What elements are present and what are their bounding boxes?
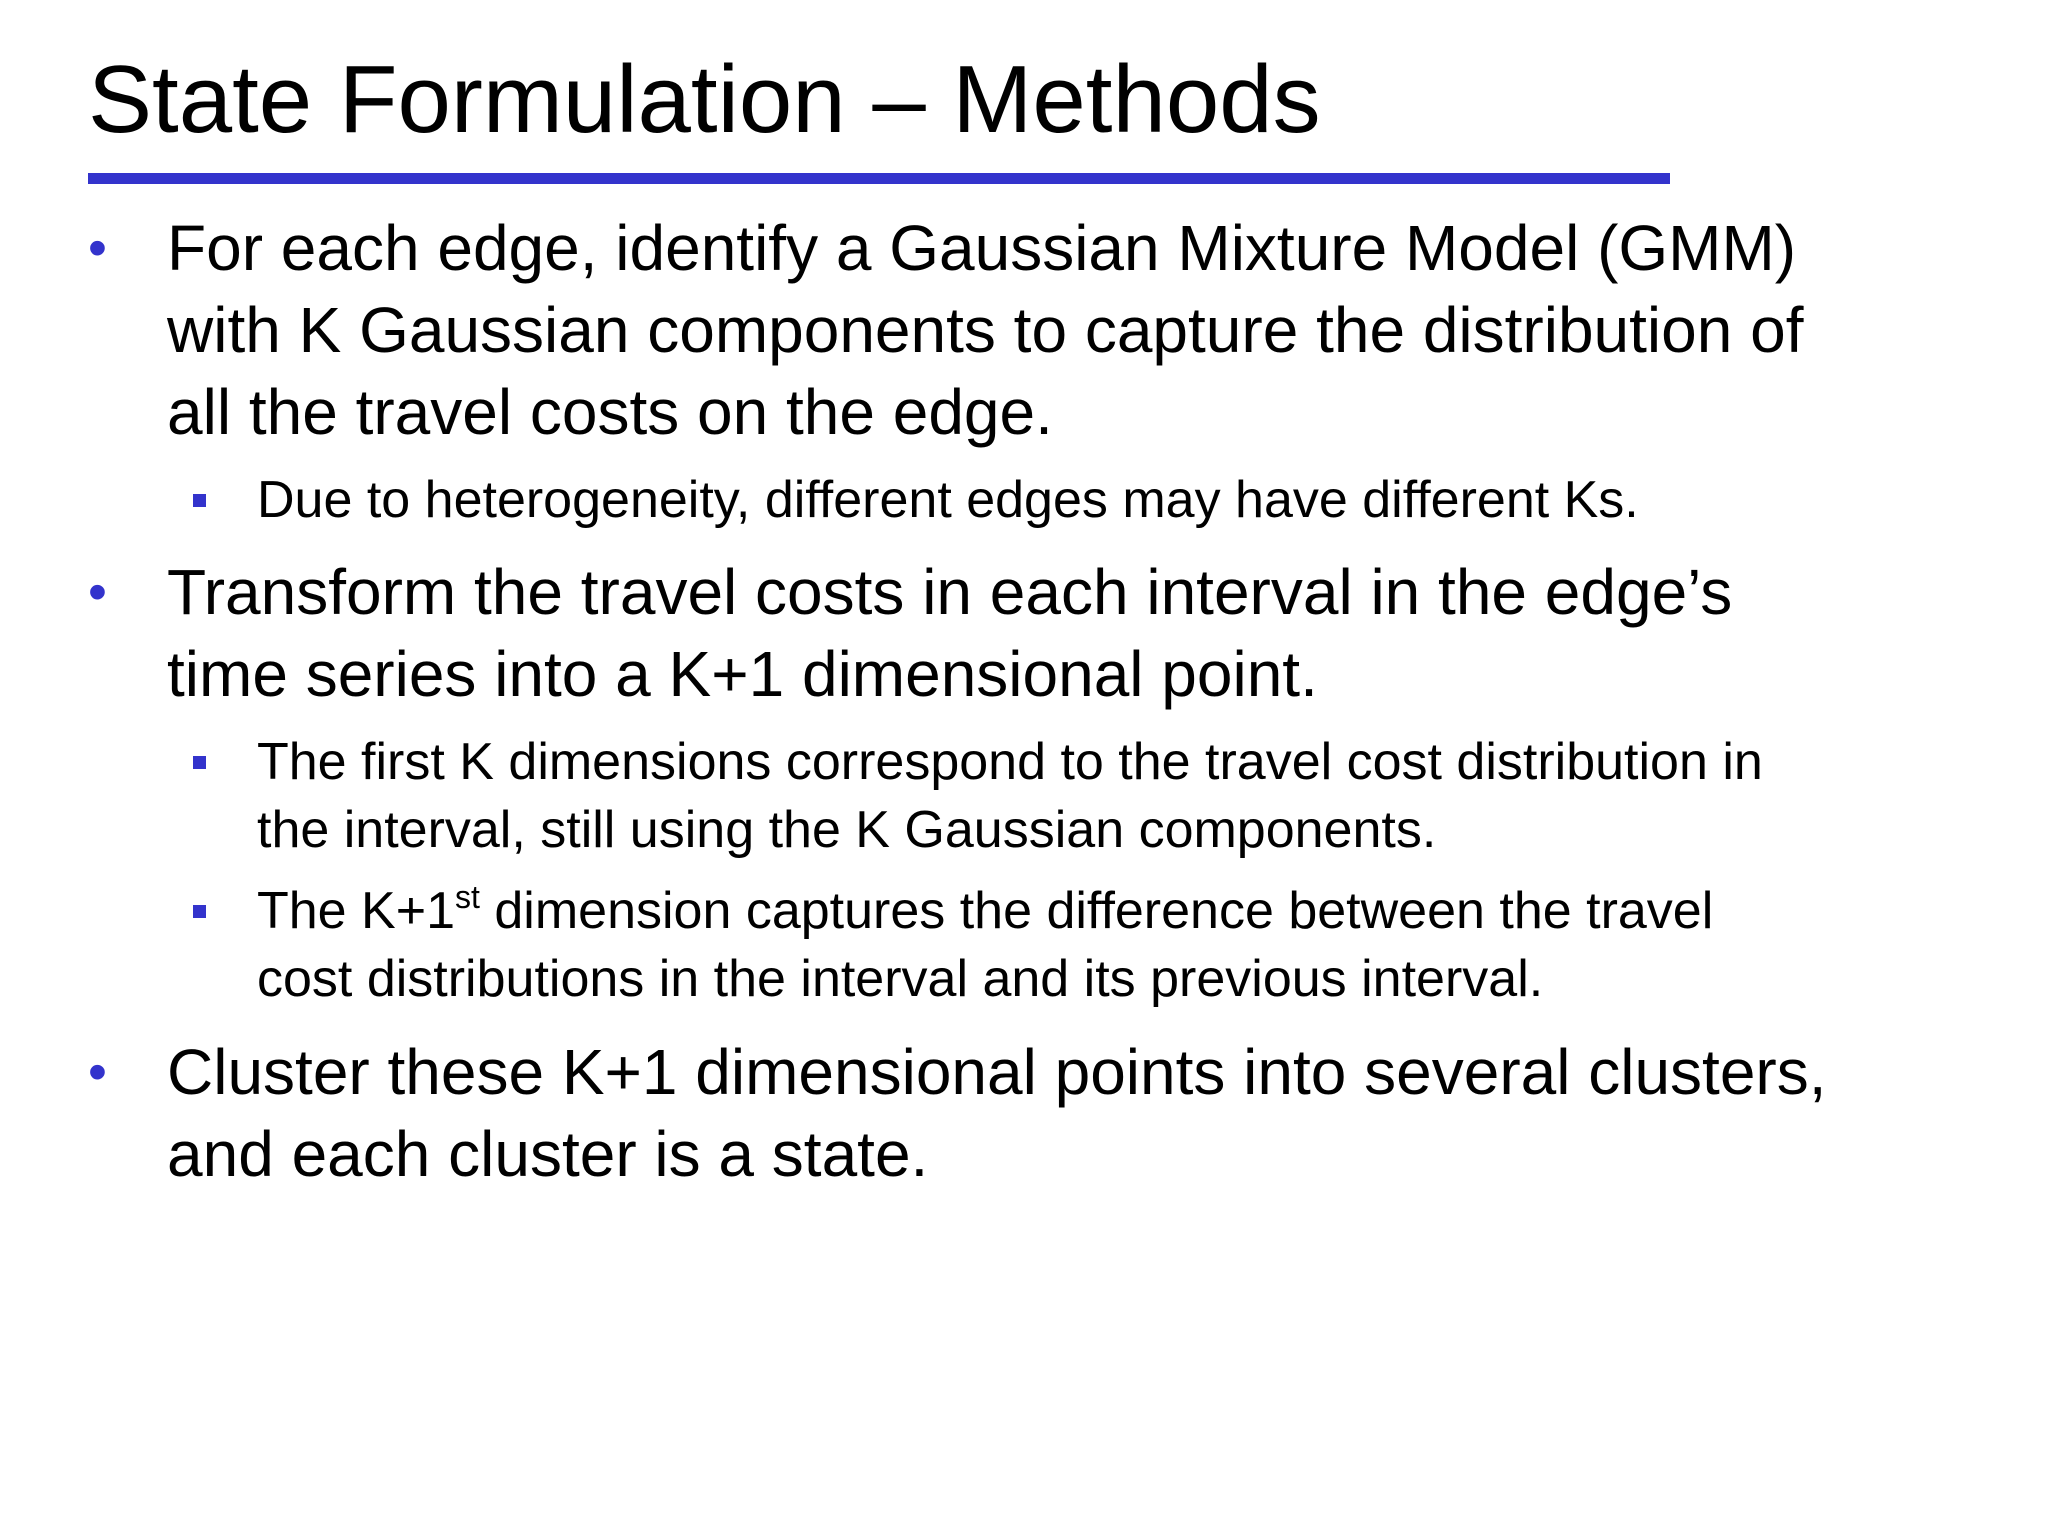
sub-bullet-text: [257, 877, 2048, 1013]
slide-title: State Formulation – Methods: [88, 46, 1321, 153]
title-underline: [88, 173, 1670, 184]
sub-bullet-line: Due to heterogeneity, different edges may have different Ks.: [257, 471, 1639, 529]
bullet-line: all the travel costs on the edge.: [167, 376, 1053, 448]
sub-bullet-suffix: dimension captures the difference between the travel: [479, 882, 1714, 940]
sub-bullet-text: [257, 466, 2048, 534]
bullet-line: Transform the travel costs in each interval in the edge’s: [167, 556, 1733, 628]
bullet-dot-icon: •: [88, 218, 107, 278]
bullet-text: [167, 551, 2048, 715]
ordinal-superscript: st: [455, 879, 480, 915]
sub-bullet-line: cost distributions in the interval and its previous interval.: [257, 950, 1544, 1008]
square-bullet-icon: [193, 756, 206, 769]
bullet-text: [167, 207, 2048, 453]
square-bullet-icon: [193, 905, 206, 918]
bullet-text: [167, 1031, 2048, 1195]
sub-bullet-line: [257, 877, 2048, 945]
bullet-line: Cluster these K+1 dimensional points into several clusters,: [167, 1036, 1827, 1108]
bullet-line: For each edge, identify a Gaussian Mixture Model (GMM): [167, 212, 1797, 284]
sub-bullet-prefix: The K+1: [257, 882, 456, 940]
sub-bullet-line: the interval, still using the K Gaussian components.: [257, 801, 1437, 859]
bullet-line: time series into a K+1 dimensional point.: [167, 638, 1318, 710]
sub-bullet-text: [257, 728, 2048, 864]
sub-bullet-line: The first K dimensions correspond to the travel cost distribution in: [257, 733, 1763, 791]
bullet-dot-icon: •: [88, 1042, 107, 1102]
bullet-line: with K Gaussian components to capture the distribution of: [167, 294, 1804, 366]
bullet-line: and each cluster is a state.: [167, 1118, 929, 1190]
square-bullet-icon: [193, 494, 206, 507]
bullet-dot-icon: •: [88, 562, 107, 622]
